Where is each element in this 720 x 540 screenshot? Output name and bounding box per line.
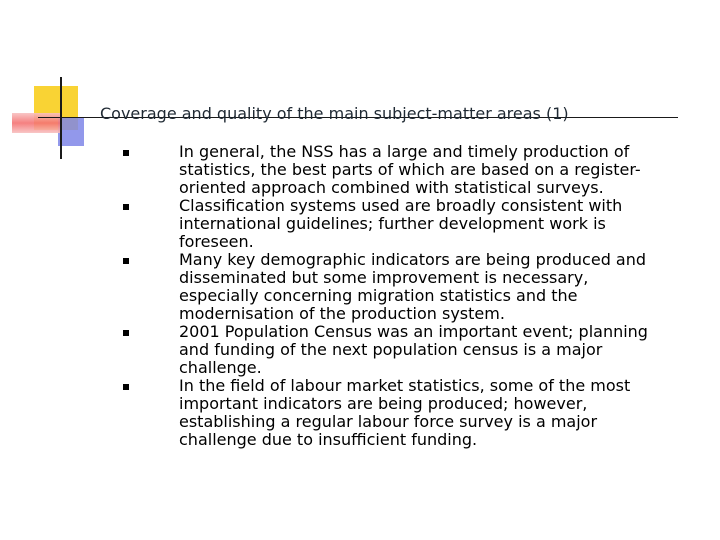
bullet-line: In the field of labour market statistics, some of the most (179, 376, 631, 395)
square-bullet-icon (123, 150, 129, 156)
bullet-line: establishing a regular labour force survey is a major (179, 412, 598, 431)
bullet-text (179, 251, 699, 323)
bullet-text (179, 143, 699, 197)
bullet-line: and funding of the next population census is a major (179, 340, 603, 359)
list-item (0, 197, 720, 251)
bullet-text (179, 197, 699, 251)
bullet-text (179, 323, 699, 377)
slide-title: Coverage and quality of the main subject-matter areas (1) (100, 104, 569, 123)
list-item (0, 143, 720, 197)
list-item (0, 251, 720, 323)
bullet-line: especially concerning migration statistics and the (179, 286, 578, 305)
bullet-line: statistics, the best parts of which are based on a register- (179, 160, 641, 179)
bullet-line: challenge. (179, 358, 262, 377)
bullet-list (0, 143, 720, 449)
bullet-line: Classification systems used are broadly consistent with (179, 196, 623, 215)
square-bullet-icon (123, 384, 129, 390)
bullet-line: international guidelines; further development work is (179, 214, 606, 233)
bullet-line: 2001 Population Census was an important event; planning (179, 322, 648, 341)
bullet-line: foreseen. (179, 232, 254, 251)
bullet-text (179, 377, 699, 449)
bullet-line: challenge due to insufficient funding. (179, 430, 478, 449)
bullet-line: disseminated but some improvement is necessary, (179, 268, 589, 287)
bullet-line: In general, the NSS has a large and timely production of (179, 142, 630, 161)
bullet-line: important indicators are being produced; however, (179, 394, 588, 413)
list-item (0, 323, 720, 377)
square-bullet-icon (123, 330, 129, 336)
bullet-line: modernisation of the production system. (179, 304, 505, 323)
pink-bar-decoration (12, 113, 62, 133)
square-bullet-icon (123, 258, 129, 264)
bullet-line: Many key demographic indicators are being produced and (179, 250, 647, 269)
bullet-line: oriented approach combined with statistical surveys. (179, 178, 604, 197)
square-bullet-icon (123, 204, 129, 210)
list-item (0, 377, 720, 449)
